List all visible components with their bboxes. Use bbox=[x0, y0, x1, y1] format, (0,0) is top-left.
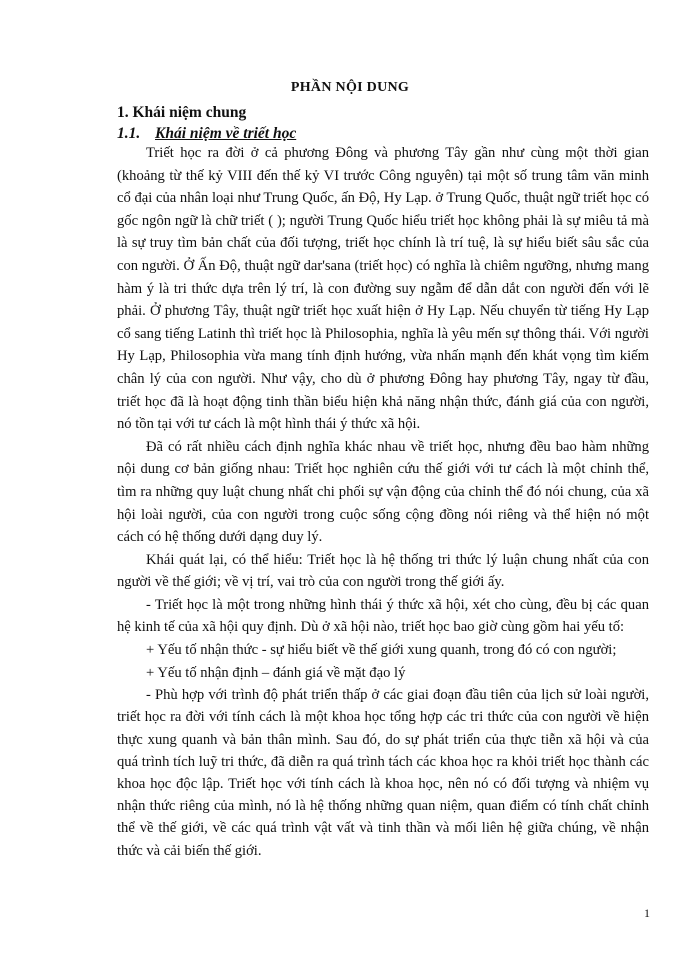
subsection-heading bbox=[117, 125, 296, 143]
subsection-number: 1.1. bbox=[117, 125, 141, 142]
paragraph: Khái quát lại, có thể hiểu: Triết học là hệ thống tri thức lý luận chung nhất của con người về thế giới; về vị trí, vai trò của con người trong thế giới ấy. bbox=[117, 551, 649, 591]
page-title: PHẦN NỘI DUNG bbox=[290, 80, 410, 95]
subsection-title: Khái niệm về triết học bbox=[155, 125, 297, 142]
paragraph: Đã có rất nhiều cách định nghĩa khác nhau về triết học, nhưng đều bao hàm những nội dung cơ bản giống nhau: Triết học nghiên cứu thế giới với tư cách là một chỉnh thể, tìm ra những quy luật chung nhất chi phối sự vận động của chỉnh thể đó nói chung, của xã hội loài người, của con người trong cuộc sống cộng đồng nói riêng và thể hiện nó một cách có hệ thống dưới dạng duy lý. bbox=[117, 438, 649, 546]
body-text bbox=[117, 142, 649, 862]
list-item: + Yếu tố nhận định – đánh giá về mặt đạo lý bbox=[146, 664, 406, 681]
section-heading bbox=[117, 104, 246, 122]
paragraph: - Triết học là một trong những hình thái ý thức xã hội, xét cho cùng, đều bị các quan hệ kinh tế của xã hội quy định. Dù ở xã hội nào, triết học bao giờ cùng gồm hai yếu tố: bbox=[117, 596, 649, 636]
paragraph: Triết học ra đời ở cả phương Đông và phương Tây gần như cùng một thời gian (khoảng từ thế kỷ VIII đến thế kỷ VI trước Công nguyên) tại một số trung tâm văn minh cổ đại của nhân loại như Trung Quốc, ấn Độ, Hy Lạp. ở Trung Quốc, thuật ngữ triết học có gốc ngôn ngữ là chữ triết ( ); người Trung Quốc hiểu triết học không phải là sự miêu tả mà là sự truy tìm bản chất của đối tượng, triết học chính là trí tuệ, là sự hiểu biết sâu sắc của con người. Ở Ấn Độ, thuật ngữ dar'sana (triết học) có nghĩa là chiêm ngưỡng, nhưng mang hàm ý là tri thức dựa trên lý trí, là con đường suy ngẫm để dẫn dắt con người đến với lẽ phải. Ở phương Tây, thuật ngữ triết học xuất hiện ở Hy Lạp. Nếu chuyển từ tiếng Hy Lạp cổ sang tiếng Latinh thì triết học là Philosophia, nghĩa là yêu mến sự thông thái. Với người Hy Lạp, Philosophia vừa mang tính định hướng, vừa nhấn mạnh đến khát vọng tìm kiếm chân lý của con người. Như vậy, cho dù ở phương Đông hay phương Tây, ngay từ đầu, triết học đã là hoạt động tinh thần biểu hiện khả năng nhận thức, đánh giá của con người, nó tồn tại với tư cách là một hình thái ý thức xã hội. bbox=[117, 145, 649, 433]
paragraph: - Phù hợp với trình độ phát triển thấp ở các giai đoạn đầu tiên của lịch sử loài người, triết học ra đời với tính cách là một khoa học tổng hợp các tri thức của con người về hiện thực xung quanh và bản thân mình. Sau đó, do sự phát triển của thực tiễn xã hội và của quá trình tích luỹ tri thức, đã diễn ra quá trình tách các khoa học ra khỏi triết học thành các khoa học độc lập. Triết học với tính cách là khoa học, nên nó có đối tượng và nhiệm vụ nhận thức riêng của mình, nó là hệ thống những quan niệm, quan điểm có tính chất chỉnh thể về thế giới, về các quá trình vật vất và tinh thần và mối liên hệ giữa chúng, về nhận thức và cải biến thế giới. bbox=[117, 687, 649, 859]
section-title: Khái niệm chung bbox=[132, 104, 247, 121]
list-item: + Yếu tố nhận thức - sự hiểu biết về thế giới xung quanh, trong đó có con người; bbox=[146, 642, 617, 659]
section-number: 1. bbox=[117, 104, 129, 121]
page-number: 1 bbox=[644, 906, 650, 920]
